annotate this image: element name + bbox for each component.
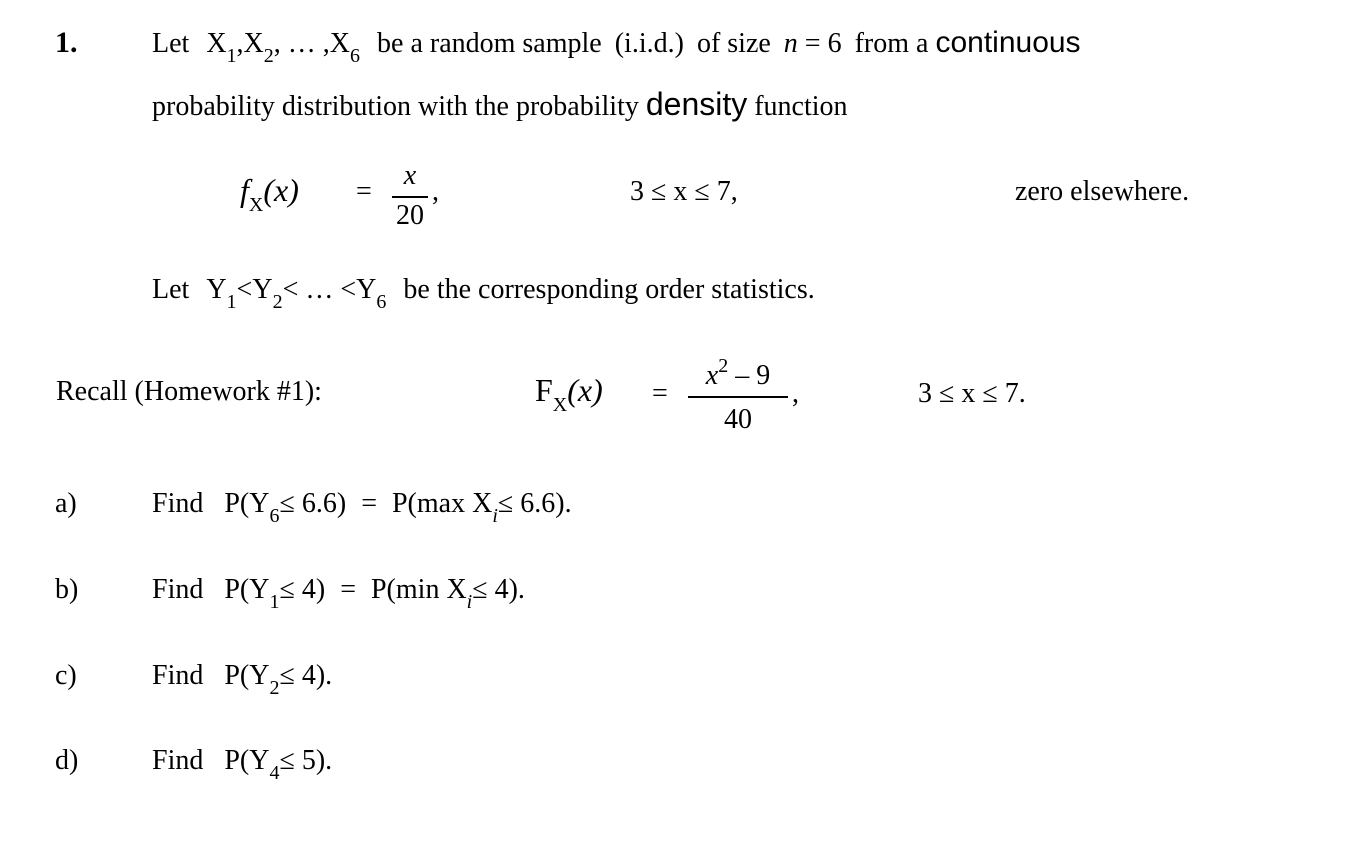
part-a bbox=[152, 488, 572, 527]
part-b-equals: = bbox=[340, 574, 356, 605]
var-y: Y bbox=[206, 274, 227, 305]
part-b-expr3: P(min X bbox=[370, 574, 467, 605]
pdf-equals: = bbox=[356, 176, 372, 207]
pdf-numerator: x bbox=[403, 160, 417, 191]
part-b-expr1: P(Y bbox=[224, 574, 270, 605]
part-c-expr2: ≤ 4). bbox=[279, 660, 333, 691]
part-d-expr1: P(Y bbox=[224, 745, 270, 776]
part-a-equals: = bbox=[361, 488, 377, 519]
cdf-comma: , bbox=[792, 378, 799, 409]
order-statistics-text: be the corresponding order statistics. bbox=[403, 274, 815, 305]
find-word: Find bbox=[152, 660, 204, 691]
sample-text: be a random sample bbox=[377, 28, 602, 59]
part-a-expr3: P(max X bbox=[391, 488, 493, 519]
cdf-arg: (x) bbox=[567, 372, 603, 408]
part-b bbox=[152, 574, 525, 613]
var-n: n bbox=[783, 28, 798, 59]
find-word: Find bbox=[152, 488, 204, 519]
part-a-sub2: i bbox=[492, 505, 498, 527]
cdf-numerator bbox=[688, 355, 788, 392]
recall-label bbox=[56, 376, 322, 408]
recall-word: Recall bbox=[56, 376, 128, 407]
part-b-expr2: ≤ 4) bbox=[279, 574, 326, 605]
part-b-label: b) bbox=[55, 574, 79, 605]
part-b-sub2: i bbox=[466, 591, 473, 613]
subscript-2: 2 bbox=[272, 291, 283, 313]
part-a-expr2: ≤ 6.6) bbox=[279, 488, 347, 519]
distribution-text: probability distribution with the probability bbox=[152, 91, 639, 122]
cdf-range: 3 ≤ x ≤ 7. bbox=[918, 378, 1026, 409]
less-than: < bbox=[236, 274, 253, 305]
part-d-sub1: 4 bbox=[269, 762, 280, 784]
part-b-sub1: 1 bbox=[269, 591, 280, 613]
less-than-chain: < … < bbox=[282, 274, 357, 305]
fraction-bar bbox=[392, 196, 428, 198]
problem-line-2 bbox=[152, 86, 848, 123]
order-statistics-line bbox=[152, 274, 815, 313]
find-word: Find bbox=[152, 745, 204, 776]
pdf-f: f bbox=[240, 172, 249, 208]
pdf-denominator: 20 bbox=[396, 200, 424, 231]
part-d bbox=[152, 745, 333, 784]
density-word: density bbox=[645, 86, 748, 122]
iid-text: (i.i.d.) bbox=[614, 28, 684, 59]
problem-line-1 bbox=[152, 26, 1081, 67]
part-b-expr4: ≤ 4). bbox=[472, 574, 525, 605]
pdf-sub: X bbox=[248, 194, 264, 216]
subscript-1: 1 bbox=[226, 45, 237, 67]
cdf-sub: X bbox=[552, 394, 568, 416]
let-word: Let bbox=[152, 274, 190, 305]
pdf-elsewhere: zero elsewhere. bbox=[1015, 176, 1190, 207]
part-d-label: d) bbox=[55, 745, 79, 776]
cdf-num-rest: – 9 bbox=[735, 360, 771, 391]
comma: , bbox=[236, 28, 244, 59]
part-c-label: c) bbox=[55, 660, 77, 691]
size-text: of size bbox=[696, 28, 771, 59]
problem-number: 1. bbox=[55, 26, 78, 59]
cdf-lhs bbox=[535, 372, 603, 416]
pdf-lhs bbox=[240, 172, 299, 216]
var-x: X bbox=[206, 28, 227, 59]
cdf-equals: = bbox=[652, 378, 668, 409]
pdf-comma: , bbox=[432, 176, 439, 207]
fraction-bar bbox=[688, 396, 788, 398]
pdf-range: 3 ≤ x ≤ 7, bbox=[630, 176, 738, 207]
continuous-word: continuous bbox=[935, 26, 1081, 59]
subscript-6: 6 bbox=[376, 291, 387, 313]
let-word: Let bbox=[152, 28, 190, 59]
subscript-1: 1 bbox=[226, 291, 237, 313]
part-c-sub1: 2 bbox=[269, 677, 280, 699]
find-word: Find bbox=[152, 574, 204, 605]
function-text: function bbox=[754, 91, 848, 122]
n-value: = 6 bbox=[804, 28, 842, 59]
var-y: Y bbox=[252, 274, 273, 305]
cdf-f: F bbox=[535, 372, 553, 408]
cdf-num-x: x bbox=[705, 360, 719, 391]
var-y: Y bbox=[356, 274, 377, 305]
var-x: X bbox=[329, 28, 351, 59]
part-a-label: a) bbox=[55, 488, 77, 519]
homework-ref: (Homework #1): bbox=[134, 376, 322, 407]
var-x: X bbox=[243, 28, 264, 59]
cdf-fraction bbox=[688, 350, 788, 440]
pdf-arg: (x) bbox=[263, 172, 299, 208]
cdf-num-exp: 2 bbox=[718, 355, 729, 377]
part-a-sub1: 6 bbox=[269, 505, 280, 527]
part-c bbox=[152, 660, 333, 699]
part-d-expr2: ≤ 5). bbox=[279, 745, 333, 776]
cdf-denominator: 40 bbox=[724, 404, 752, 435]
pdf-fraction bbox=[392, 160, 428, 236]
subscript-6: 6 bbox=[350, 45, 361, 67]
part-c-expr1: P(Y bbox=[224, 660, 270, 691]
subscript-2: 2 bbox=[263, 45, 274, 67]
ellipsis: , … , bbox=[273, 28, 330, 59]
part-a-expr4: ≤ 6.6). bbox=[497, 488, 572, 519]
from-text: from a bbox=[854, 28, 929, 59]
part-a-expr1: P(Y bbox=[224, 488, 270, 519]
